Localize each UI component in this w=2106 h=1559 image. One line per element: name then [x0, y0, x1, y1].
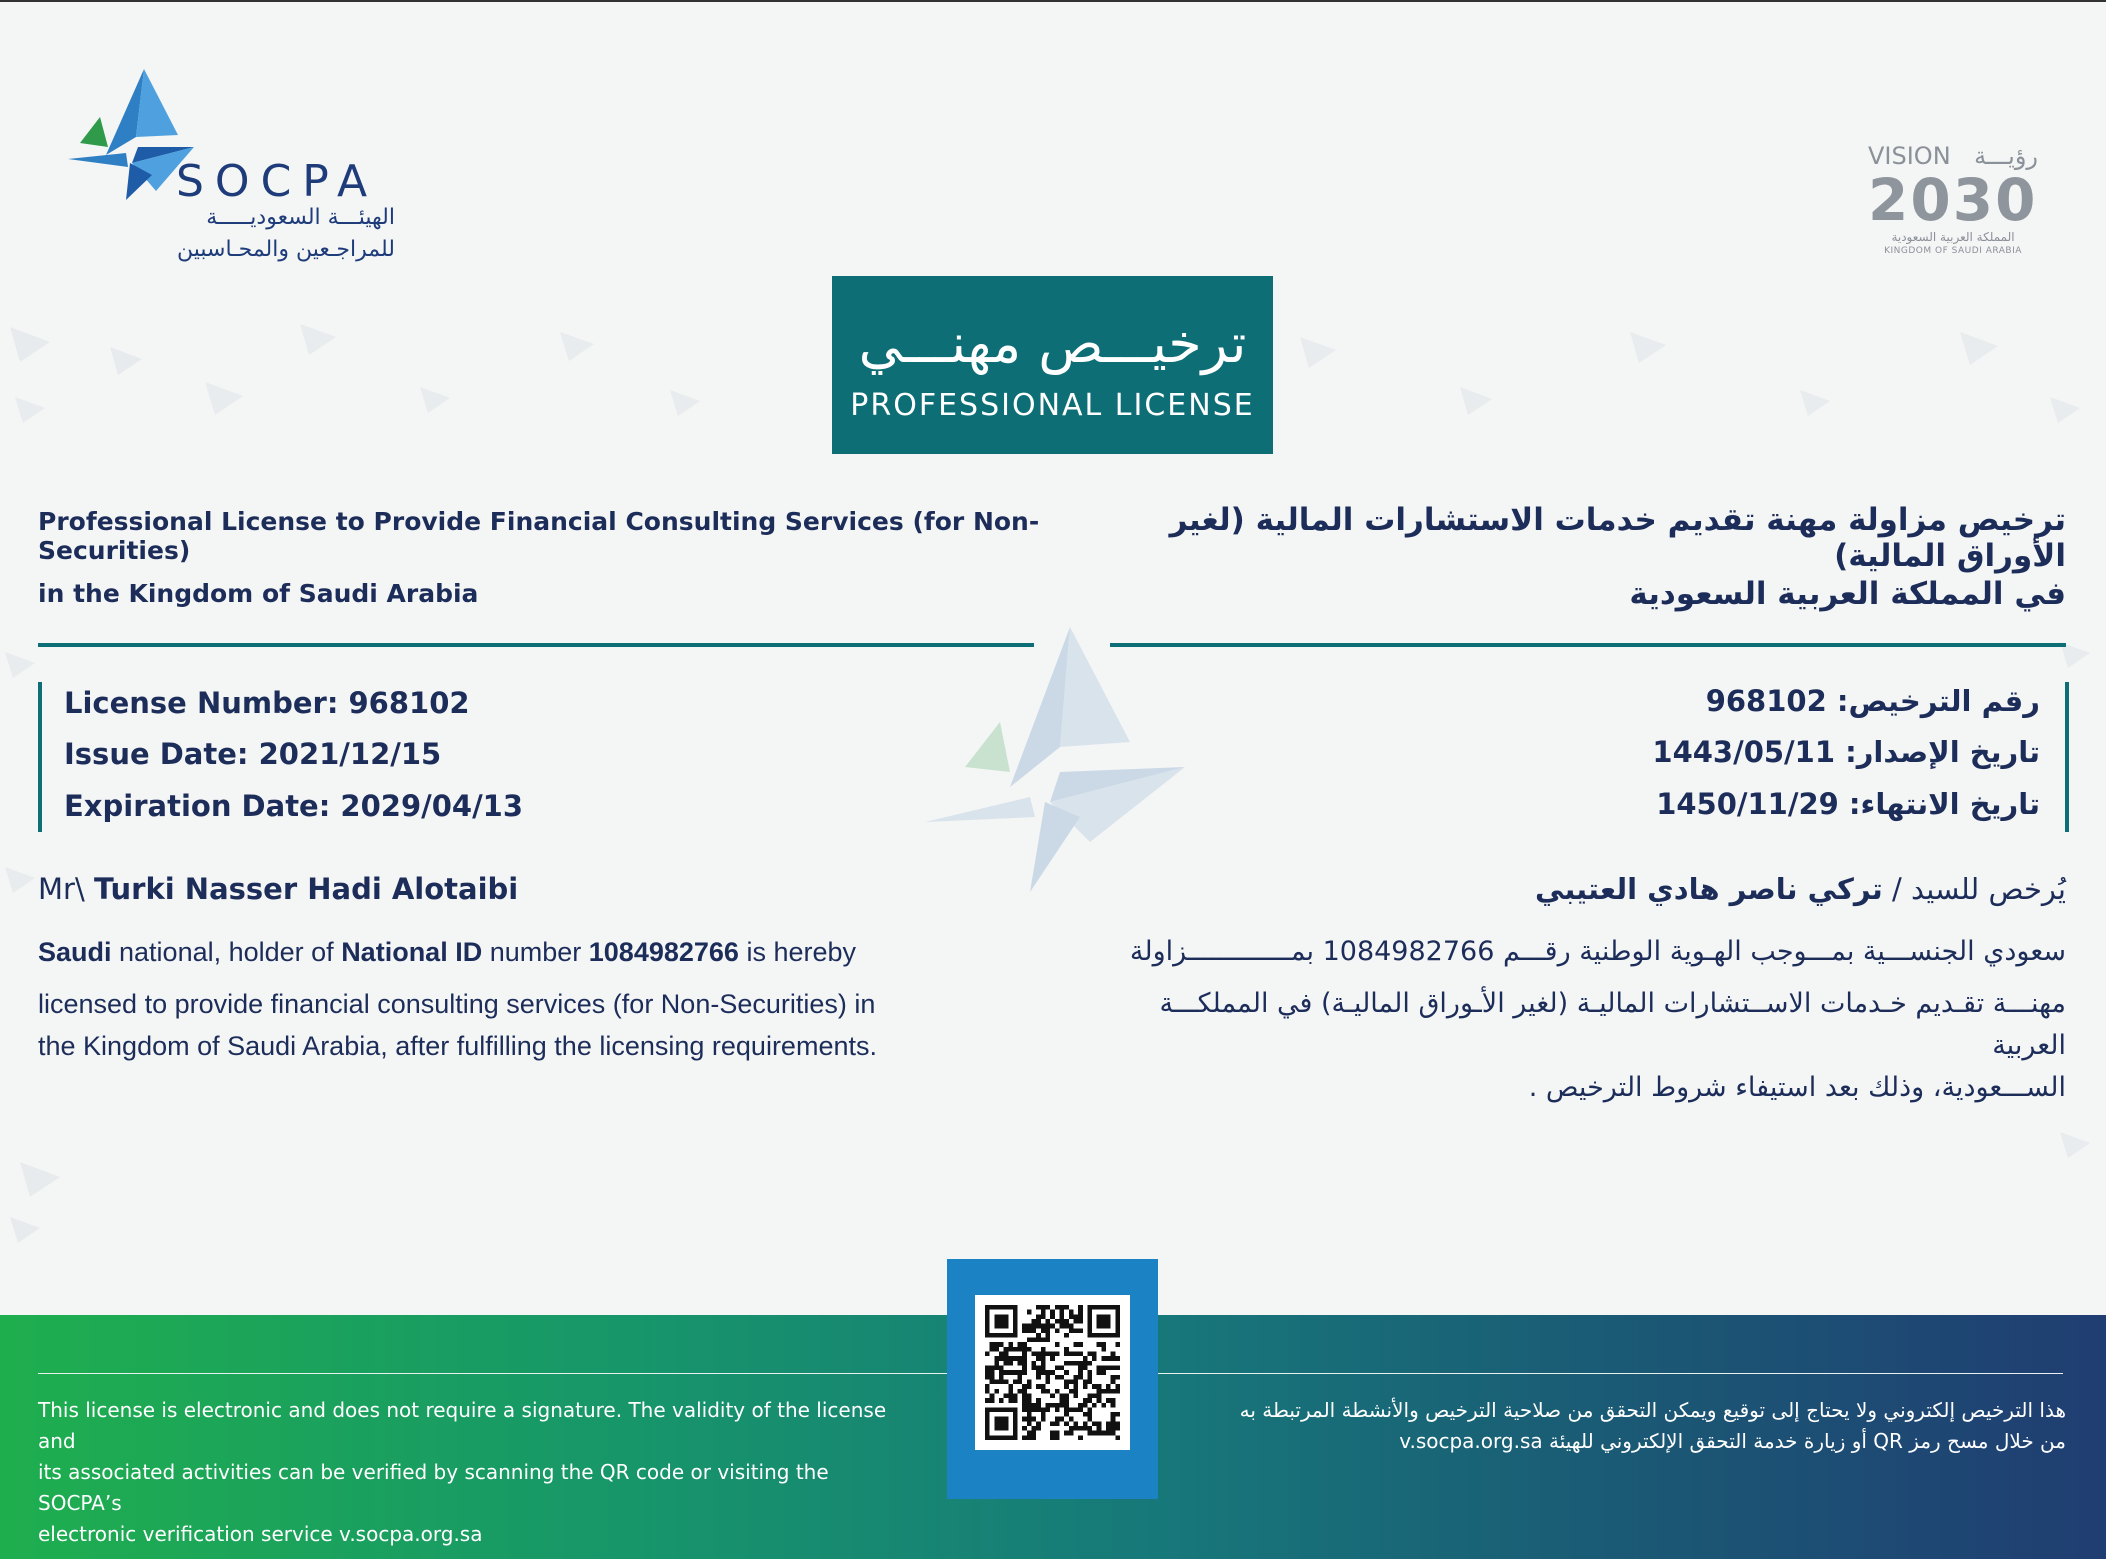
- footer-en-line2: its associated activities can be verified by scanning the QR code or visiting the SOCPA’s: [38, 1460, 829, 1515]
- qr-code-icon[interactable]: [985, 1305, 1120, 1440]
- holder-name-en: [38, 872, 518, 906]
- statement-en-text2: number: [482, 937, 589, 967]
- divider-right: [1110, 643, 2066, 647]
- statement-en-national-id: National ID: [341, 937, 483, 967]
- expiration-date-ar: تاريخ الانتهاء: 1450/11/29: [1656, 787, 2040, 821]
- issue-date-en: Issue Date: 2021/12/15: [64, 737, 442, 771]
- footer-rule-right: [1158, 1373, 2063, 1374]
- footer-ar-line2: من خلال مسح رمز QR أو زيارة خدمة التحقق الإلكتروني للهيئة v.socpa.org.sa: [1399, 1429, 2066, 1453]
- title-box: [832, 276, 1273, 454]
- meta-bar-right: [2065, 682, 2069, 832]
- statement-ar-line3: الســـعودية، وذلك بعد استيفاء شروط الترخيص .: [1528, 1072, 2066, 1103]
- footer-en-line1: This license is electronic and does not require a signature. The validity of the license and: [38, 1398, 887, 1453]
- statement-en-line3: the Kingdom of Saudi Arabia, after fulfilling the licensing requirements.: [38, 1031, 877, 1061]
- footer-note-en: [38, 1395, 918, 1550]
- holder-name-ar-value: تركي ناصر هادي العتيبي: [1534, 872, 1883, 906]
- meta-bar-left: [38, 682, 42, 832]
- issue-date-ar: تاريخ الإصدار: 1443/05/11: [1652, 735, 2040, 769]
- holder-name-en-value: Turki Nasser Hadi Alotaibi: [93, 872, 519, 906]
- footer-ar-line1: هذا الترخيص إلكتروني ولا يحتاج إلى توقيع ويمكن التحقق من صلاحية الترخيص والأنشطة المرتبطة به: [1239, 1398, 2066, 1422]
- license-number-ar: رقم الترخيص: 968102: [1705, 684, 2040, 718]
- statement-en-line2: licensed to provide financial consulting services (for Non-Securities) in: [38, 989, 876, 1019]
- vision-year: 2030: [1868, 166, 2038, 234]
- footer-rule-left: [38, 1373, 948, 1374]
- statement-en-line1: [38, 931, 1038, 973]
- holder-prefix-en: Mr\: [38, 872, 85, 906]
- footer-note-ar: [1180, 1395, 2066, 1457]
- statement-en-id-number: 1084982766: [588, 937, 739, 967]
- holder-name-ar: [1300, 872, 2066, 906]
- vision-word-ar: رؤيـــة: [1974, 142, 2038, 170]
- heading-ar-line1: ترخيص مزاولة مهنة تقديم خدمات الاستشارات المالية (لغير الأوراق المالية): [1169, 502, 2066, 574]
- qr-frame: [947, 1259, 1158, 1499]
- socpa-arabic-line2: للمراجـعين والمحـاسبين: [177, 237, 395, 262]
- vision-en-sub: KINGDOM OF SAUDI ARABIA: [1884, 246, 2022, 256]
- heading-en-line2: in the Kingdom of Saudi Arabia: [38, 579, 479, 608]
- expiration-date-en: Expiration Date: 2029/04/13: [64, 789, 524, 823]
- heading-ar-line2: في المملكة العربية السعودية: [1629, 576, 2066, 612]
- vision-ar-sub: المملكة العربية السعودية: [1891, 230, 2015, 244]
- qr-code-panel[interactable]: [975, 1295, 1130, 1450]
- divider-left: [38, 643, 1034, 647]
- socpa-name: SOCPA: [176, 156, 379, 207]
- statement-ar: [1110, 931, 2066, 1109]
- license-number-en: License Number: 968102: [64, 686, 470, 720]
- footer-en-line3: electronic verification service v.socpa.org.sa: [38, 1522, 483, 1546]
- title-arabic: ترخيـــص مهنـــي: [858, 312, 1247, 375]
- statement-ar-line1: سعودي الجنســـية بمـــوجب الهـوية الوطنية رقـــم 1084982766 بمـــــــــــــزاولة: [1129, 936, 2066, 967]
- statement-en-text3: is hereby: [738, 937, 856, 967]
- statement-en: [38, 931, 1038, 1067]
- vision-word: VISION: [1868, 142, 1951, 170]
- holder-prefix-ar: يُرخص للسيد /: [1891, 872, 2066, 906]
- vision-2030-logo: [1868, 142, 2038, 257]
- heading-en-line1: Professional License to Provide Financial Consulting Services (for Non-Securities): [38, 507, 1040, 565]
- statement-en-saudi: Saudi: [38, 937, 112, 967]
- title-english: PROFESSIONAL LICENSE: [850, 388, 1255, 423]
- socpa-arabic-line1: الهيئـــة السعوديـــــة: [206, 205, 395, 230]
- statement-en-text1: national, holder of: [111, 937, 342, 967]
- statement-ar-line2: مهنـــة تقـديم خـدمات الاســتشارات الماليـة (لغير الأـوراق الماليـة) في المملكـــة العربية: [1159, 988, 2066, 1061]
